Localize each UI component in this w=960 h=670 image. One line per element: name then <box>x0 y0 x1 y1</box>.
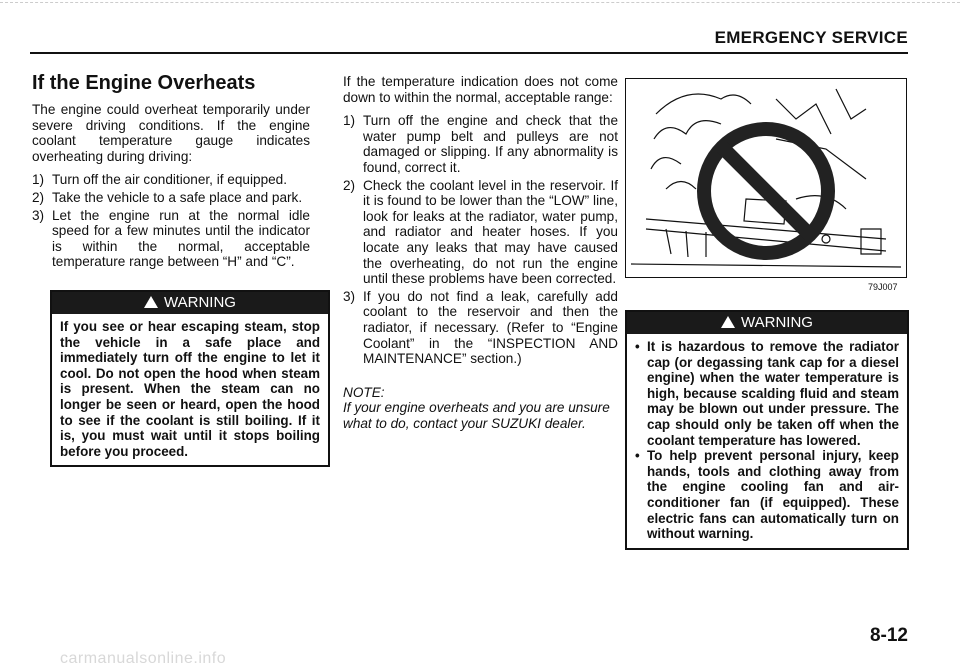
radiator-cap-illustration <box>625 78 907 278</box>
list-item: 3) If you do not find a leak, carefully add coolant to the reservoir and then the radiator, if necessary. (Refer to “Engine Coolant” in the “INSPECTION AND MAINTENANCE” section.) <box>343 288 618 367</box>
list-item: 1) Turn off the engine and check that the water pump belt and pulleys are not damaged or slipping. If any abnormality is found, correct it. <box>343 113 618 175</box>
warning-triangle-icon <box>144 296 158 308</box>
warning-triangle-icon <box>721 316 735 328</box>
list-item: • It is hazardous to remove the radiator cap (or degassing tank cap for a diesel engine) when the water temperature is high, because scalding fluid and steam may be blown out under pressure. The cap should only be taken off when the coolant temperature has lowered. <box>635 339 899 448</box>
overheat-steps <box>32 172 310 270</box>
warning-header: WARNING <box>52 292 328 314</box>
list-item: 1) Turn off the air conditioner, if equipped. <box>32 172 288 188</box>
list-item: 3) Let the engine run at the normal idle speed for a few minutes until the indicator is within the normal, acceptable temperature range between “H” and “C”. <box>32 207 310 270</box>
page-number: 8-12 <box>869 625 908 646</box>
figure-code: 79J007 <box>868 282 898 292</box>
bullet-icon: • <box>635 339 640 354</box>
intro-paragraph: The engine could overheat temporarily under severe driving conditions. If the engine coolant temperature gauge indicates overheating during driving: <box>32 102 310 164</box>
left-column <box>32 72 310 272</box>
coolant-steps <box>343 113 618 367</box>
steam-warning-box <box>50 290 330 467</box>
no-open-hot-radiator-icon <box>626 79 907 278</box>
warning-text: If you see or hear escaping steam, stop the vehicle in a safe place and immediately turn off the engine to let it cool. Do not open the hood when steam is present. When the steam can no longer be seen or heard, open the hood to see if the coolant is still boiling. If it is, you must wait until it stops boiling before you proceed. <box>60 319 320 459</box>
section-title: EMERGENCY SERVICE <box>714 28 908 47</box>
header-divider <box>30 52 908 54</box>
bullet-icon: • <box>635 448 640 464</box>
middle-intro: If the temperature indication does not come down to within the normal, acceptable range: <box>343 74 618 105</box>
note-label: NOTE: <box>343 384 385 400</box>
note-text: If your engine overheats and you are unsure what to do, contact your SUZUKI dealer. <box>343 400 610 431</box>
list-item: • To help prevent personal injury, keep hands, tools and clothing away from the engine cooling fan and air-conditioner fan (if equipped). These electric fans can automatically turn on without warning. <box>635 448 899 542</box>
list-item: 2) Check the coolant level in the reservoir. If it is found to be lower than the “LOW” line, look for leaks at the radiator, water pump, and radiator and heater hoses. If you locate any leaks that may have caused the overheating, do not run the engine until these problems have been corrected. <box>343 177 618 287</box>
warning-text <box>627 334 907 548</box>
radiator-warning-box <box>625 310 909 550</box>
middle-column <box>343 74 618 431</box>
page-heading: If the Engine Overheats <box>32 72 256 94</box>
warning-header: WARNING <box>627 312 907 334</box>
watermark: carmanualsonline.info <box>60 650 227 667</box>
list-item: 2) Take the vehicle to a safe place and park. <box>32 189 303 205</box>
warning-list <box>635 339 899 542</box>
scan-edge <box>0 2 960 7</box>
